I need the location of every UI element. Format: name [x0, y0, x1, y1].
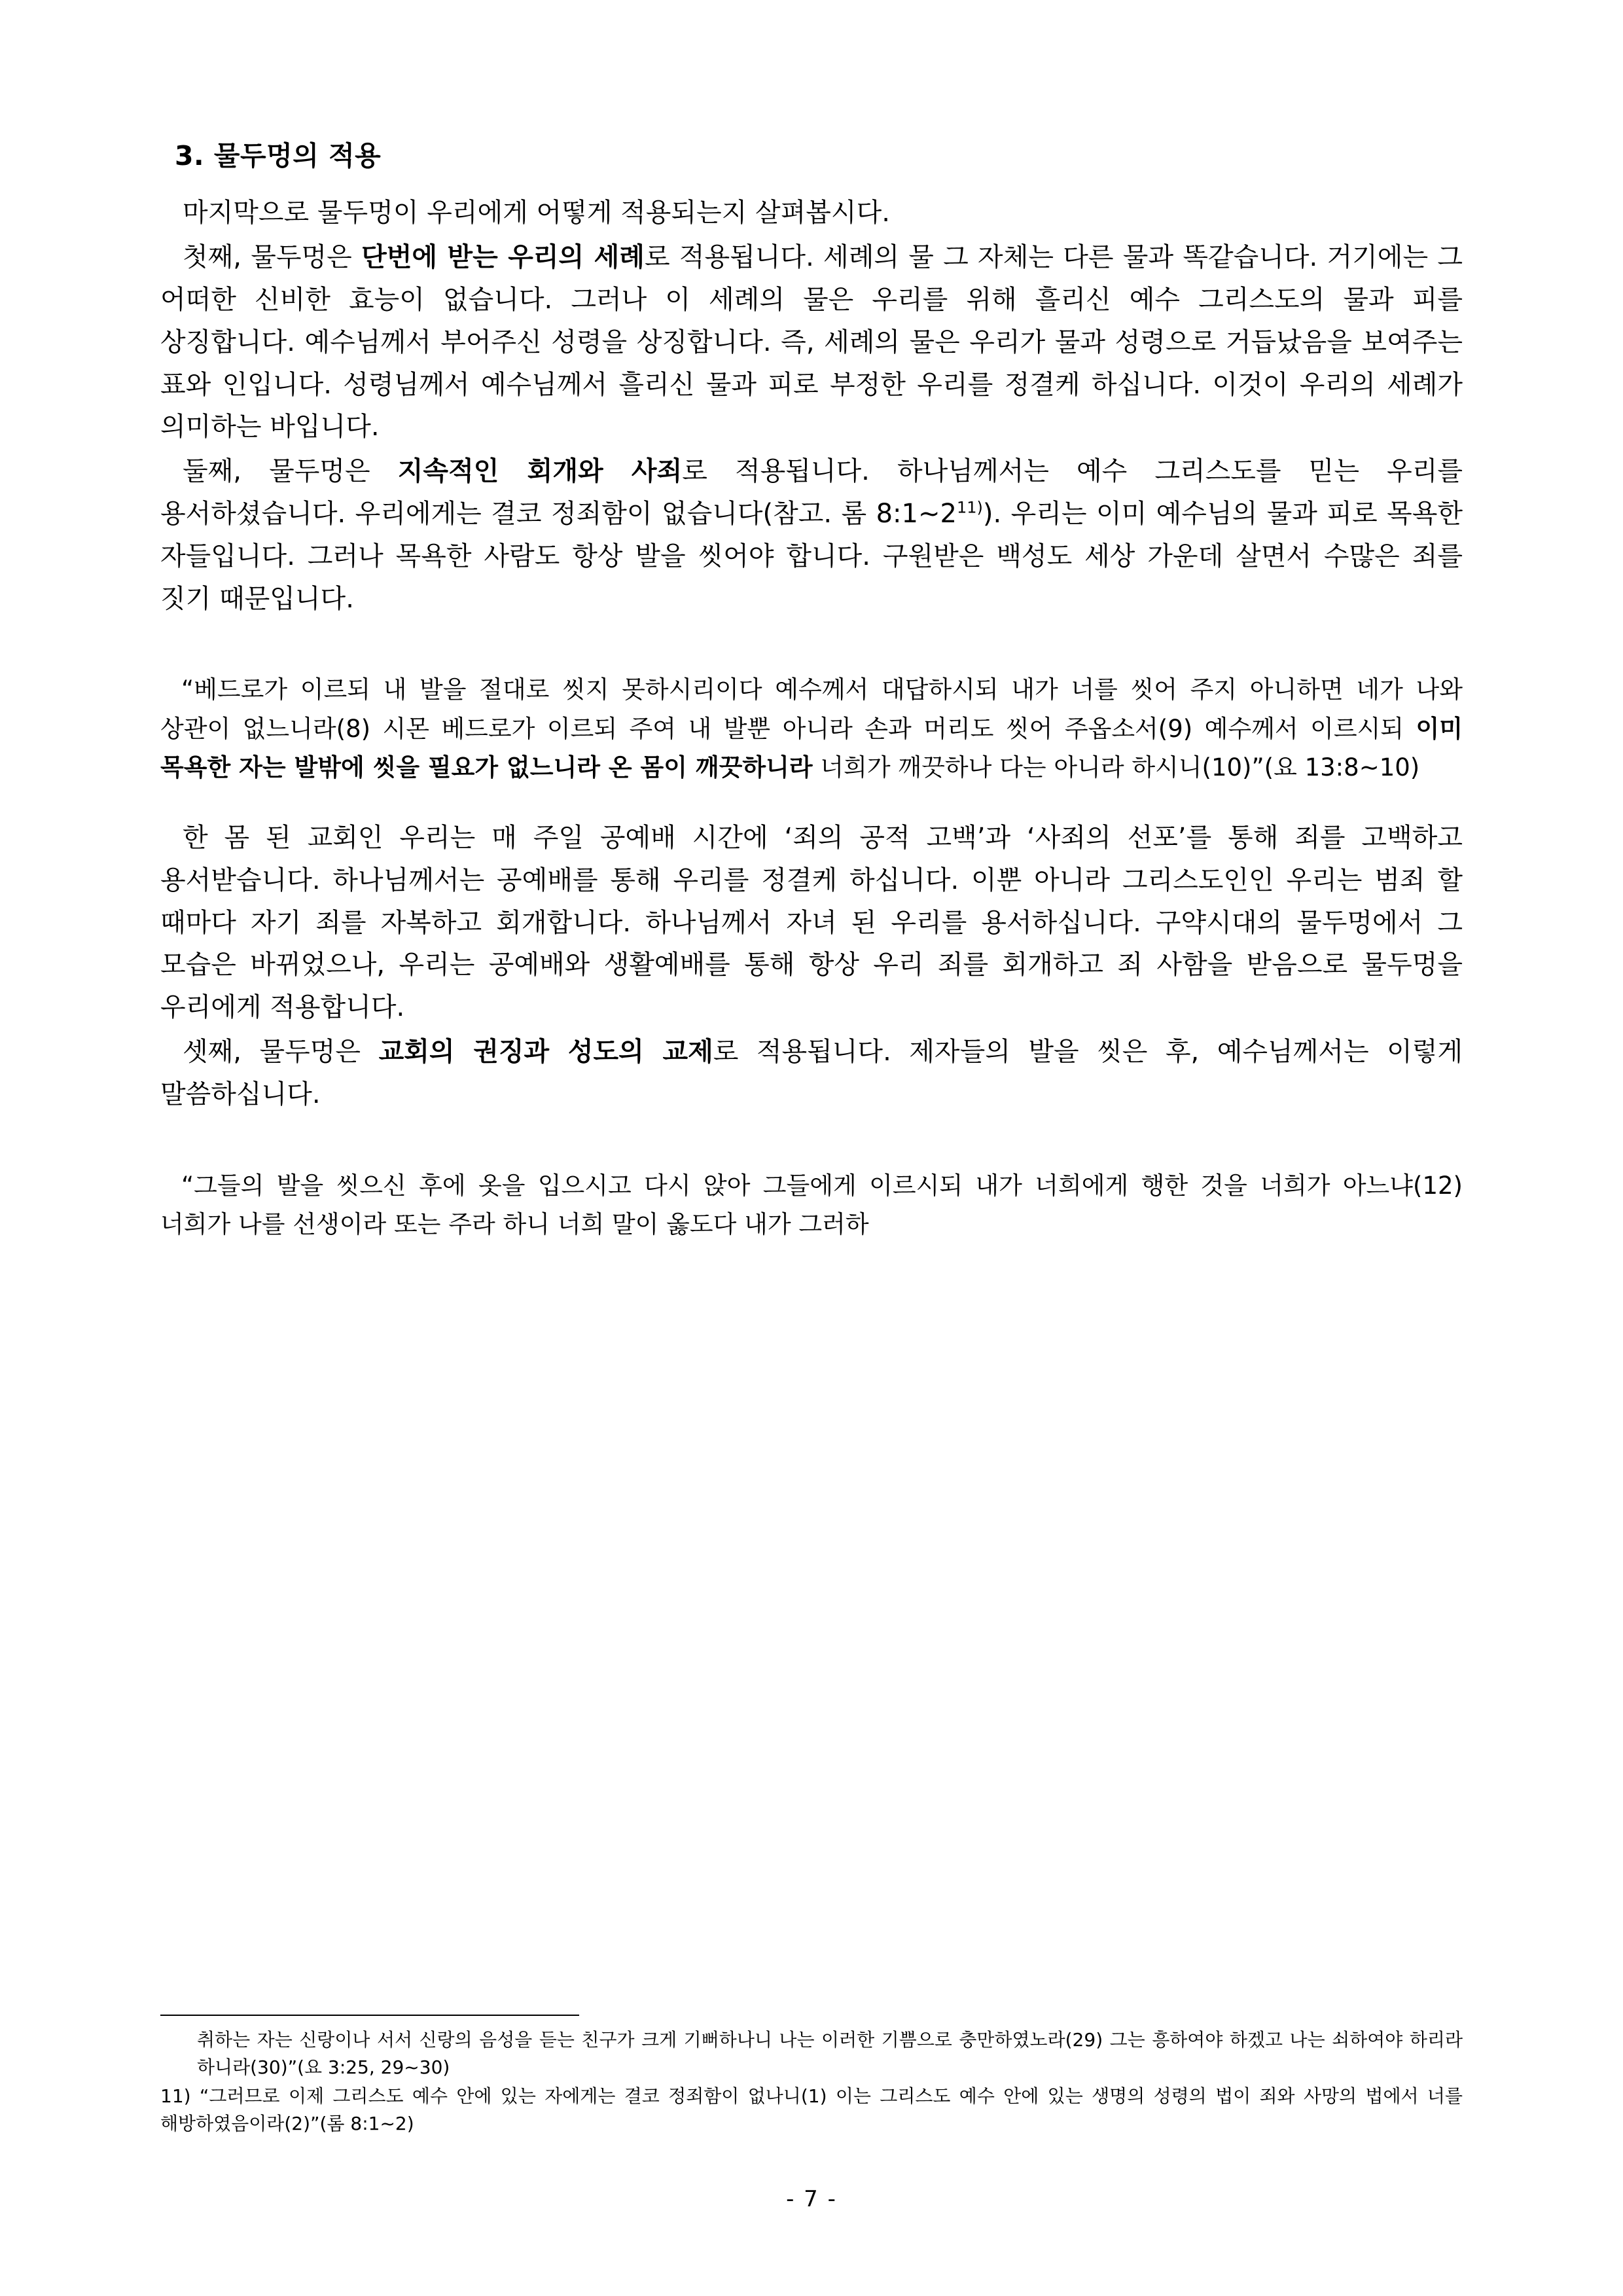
paragraph-5-run-1: 셋째, 물두멍은: [183, 1036, 379, 1067]
paragraph-2: [160, 236, 1463, 448]
paragraph-2-run-1: 첫째, 물두멍은: [183, 242, 362, 273]
quote-1-run-3: 너희가 깨끗하나 다는 아니라 하시니(10)”(요 13:8~10): [812, 753, 1420, 781]
page-content: [160, 137, 1463, 1244]
page-number: - 7 -: [786, 2186, 837, 2212]
footnote-continued-text: 취하는 자는 신랑이나 서서 신랑의 음성을 듣는 친구가 크게 기뻐하나니 나는 이러한 기쁨으로 충만하였노라(29) 그는 흥하여야 하겠고 나는 쇠하여야 하리라 하니라(30)”(요 3:25, 29~30): [197, 2029, 1463, 2078]
paragraph-4-text: 한 몸 된 교회인 우리는 매 주일 공예배 시간에 ‘죄의 공적 고백’과 ‘사죄의 선포’를 통해 죄를 고백하고 용서받습니다. 하나님께서는 공예배를 통해 우리를 정결케 하십니다. 이뿐 아니라 그리스도인인 우리는 범죄 할 때마다 자기 죄를 자복하고 회개합니다. 하나님께서 자녀 된 우리를 용서하십니다. 구약시대의 물두멍에서 그 모습은 바뀌었으나, 우리는 공예배와 생활예배를 통해 항상 우리 죄를 회개하고 죄 사함을 받음으로 물두멍을 우리에게 적용합니다.: [160, 822, 1463, 1023]
paragraph-2-emphasis: 단번에 받는 우리의 세례: [361, 242, 645, 273]
scripture-quote-2: [160, 1166, 1463, 1244]
scripture-quote-1: [160, 670, 1463, 787]
footnote-section: [160, 2015, 1463, 2139]
paragraph-3-run-3: 로 적용됩니다. 하나님께서는 예수 그리스도를 믿는 우리를 용서하셨습니다. 우리에게는 결코 정죄함이 없습니다(참고. 롬 8:1~2: [160, 456, 1463, 529]
footnote-marker-11[interactable]: 11): [956, 498, 983, 517]
paragraph-5-emphasis: 교회의 권징과 성도의 교제: [378, 1036, 713, 1067]
footnote-continued: [160, 2026, 1463, 2081]
paragraph-3-run-5: ). 우리는 이미 예수님의 물과 피로 목욕한 자들입니다. 그러나 목욕한 사람도 항상 발을 씻어야 합니다. 구원받은 백성도 세상 가운데 살면서 수많은 죄를 짓기 때문입니다.: [160, 498, 1463, 614]
footnote-11-text: “그러므로 이제 그리스도 예수 안에 있는 자에게는 결코 정죄함이 없나니(1) 이는 그리스도 예수 안에 있는 생명의 성령의 법이 죄와 사망의 법에서 너를 해방하였음이라(2)”(롬 8:1~2): [160, 2085, 1463, 2134]
paragraph-3-run-1: 둘째, 물두멍은: [183, 456, 398, 487]
paragraph-4: [160, 817, 1463, 1029]
spacer: [160, 622, 1463, 644]
paragraph-1-text: 마지막으로 물두멍이 우리에게 어떻게 적용되는지 살펴봅시다.: [183, 198, 890, 228]
quote-1-run-1: “베드로가 이르되 내 발을 절대로 씻지 못하시리이다 예수께서 대답하시되 내가 너를 씻어 주지 아니하면 네가 나와 상관이 없느니라(8) 시몬 베드로가 이르되 주여 내 발뿐 아니라 손과 머리도 씻어 주옵소서(9) 예수께서 이르시되: [160, 675, 1463, 743]
paragraph-5-run-3: 로 적용됩니다. 제자들의 발을 씻은 후, 예수님께서는 이렇게 말씀하십니다.: [160, 1036, 1463, 1109]
footnote-11-number: 11): [160, 2085, 191, 2107]
paragraph-2-run-3: 로 적용됩니다. 세례의 물 그 자체는 다른 물과 똑같습니다. 거기에는 그 어떠한 신비한 효능이 없습니다. 그러나 이 세례의 물은 우리를 위해 흘리신 예수 그리스도의 물과 피를 상징합니다. 예수님께서 부어주신 성령을 상징합니다. 즉, 세례의 물은 우리가 물과 성령으로 거듭났음을 보여주는 표와 인입니다. 성령님께서 예수님께서 흘리신 물과 피로 부정한 우리를 정결케 하십니다. 이것이 우리의 세례가 의미하는 바입니다.: [160, 242, 1463, 442]
footnote-divider: [160, 2015, 579, 2016]
quote-2-text: “그들의 발을 씻으신 후에 옷을 입으시고 다시 앉아 그들에게 이르시되 내가 너희에게 행한 것을 너희가 아느냐(12) 너희가 나를 선생이라 또는 주라 하니 너희 말이 옳도다 내가 그러하: [160, 1171, 1463, 1238]
paragraph-1: [160, 192, 1463, 234]
page-title: 3. 물두멍의 적용: [175, 140, 382, 171]
spacer: [160, 1118, 1463, 1140]
paragraph-5: [160, 1031, 1463, 1116]
footnote-11: [160, 2083, 1463, 2138]
quote-1-emphasis: 이미 목욕한 자는 발밖에 씻을 필요가 없느니라 온 몸이 깨끗하니라: [160, 714, 1463, 781]
spacer: [160, 787, 1463, 817]
paragraph-3: [160, 450, 1463, 620]
paragraph-3-emphasis: 지속적인 회개와 사죄: [397, 456, 683, 487]
